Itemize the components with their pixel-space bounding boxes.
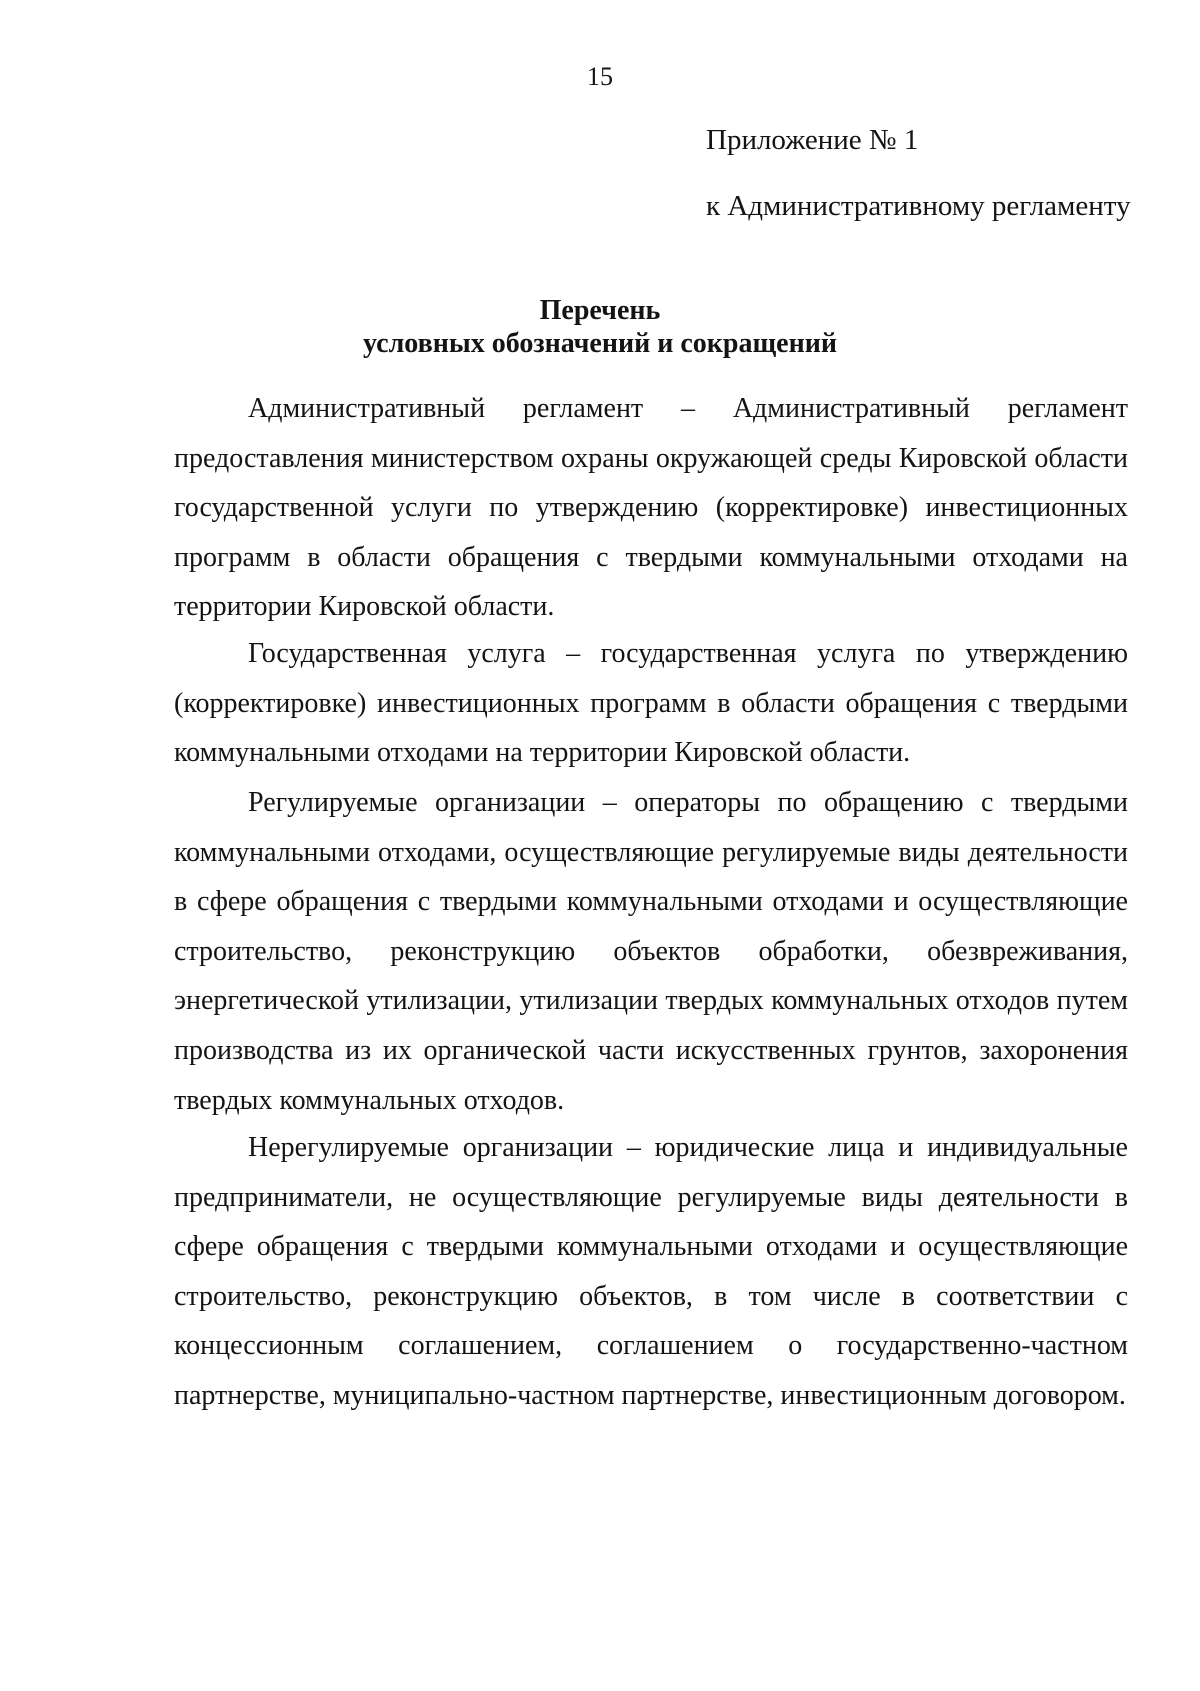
paragraph-administrative-regulation — [174, 384, 1128, 632]
document-subtitle: условных обозначений и сокращений — [363, 328, 837, 359]
page-number: 15 — [587, 62, 613, 91]
paragraph-text: Регулируемые организации – операторы по обращению с твердыми коммунальными отходами, осуществляющие регулируемые виды деятельности в сфере обращения с твердыми коммунальными отходами и осуществляющие строительство, реконструкцию объектов обработки, обезвреживания, энергетической утилизации, утилизации твердых коммунальных отходов путем производства из их органической части искусственных грунтов, захоронения твердых коммунальных отходов. — [174, 787, 1128, 1116]
appendix-number: Приложение № 1 — [706, 124, 919, 156]
paragraph-regulated-organizations — [174, 778, 1128, 1125]
document-title: Перечень — [539, 295, 661, 326]
paragraph-unregulated-organizations — [174, 1123, 1128, 1421]
paragraph-text: Административный регламент – Административный регламент предоставления министерством охраны окружающей среды Кировской области государственной услуги по утверждению (корректировке) инвестиционных программ в области обращения с твердыми коммунальными отходами на территории Кировской области. — [174, 393, 1128, 623]
appendix-reference: к Административному регламенту — [706, 190, 1131, 222]
paragraph-text: Государственная услуга – государственная услуга по утверждению (корректировке) инвестиционных программ в области обращения с твердыми коммунальными отходами на территории Кировской области. — [174, 638, 1128, 769]
paragraph-text: Нерегулируемые организации – юридические лица и индивидуальные предприниматели, не осуществляющие регулируемые виды деятельности в сфере обращения с твердыми коммунальными отходами и осуществляющие строительство, реконструкцию объектов, в том числе в соответствии с концессионным соглашением, соглашением о государственно-частном партнерстве, муниципально-частном партнерстве, инвестиционным договором. — [174, 1132, 1128, 1411]
paragraph-state-service — [174, 629, 1128, 778]
